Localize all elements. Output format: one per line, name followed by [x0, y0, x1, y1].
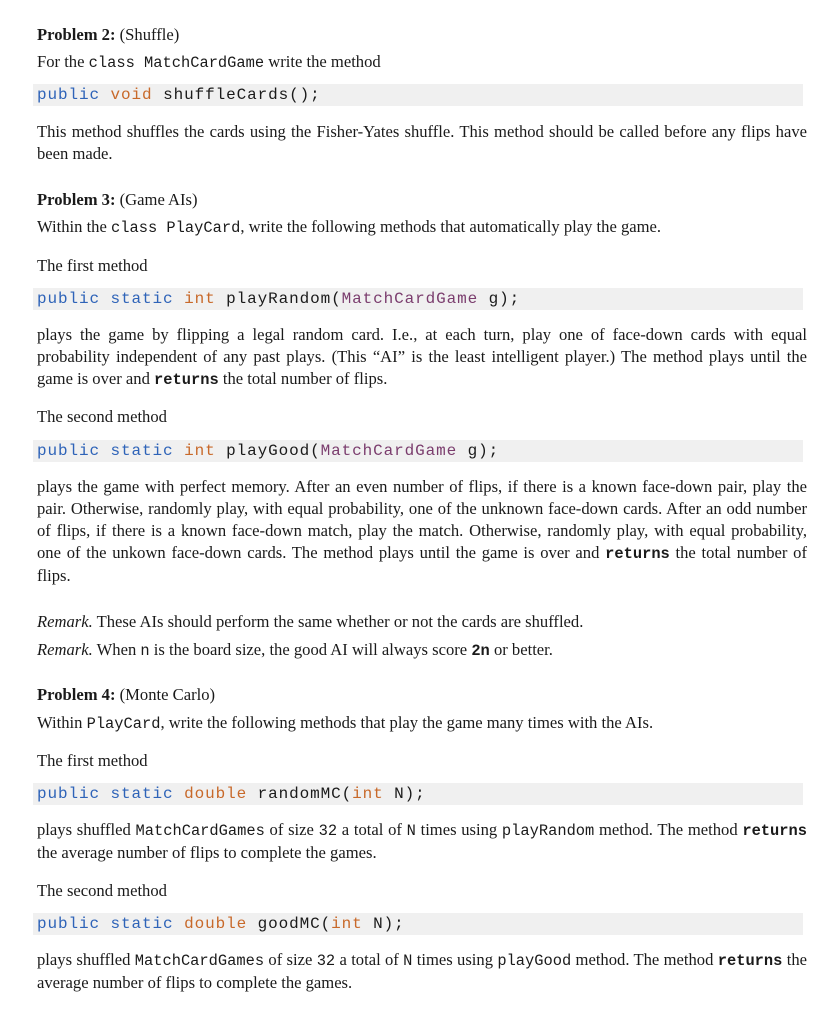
text: Within: [37, 713, 87, 732]
text: plays shuffled: [37, 950, 135, 969]
inline-code: n: [140, 642, 150, 660]
problem-3-intro: [37, 216, 807, 239]
code-keyword: public: [37, 915, 101, 933]
text: of size: [264, 820, 319, 839]
problem-2-description: This method shuffles the cards using the Fisher-Yates shuffle. This method should be called before any flips have been made.: [37, 122, 807, 163]
text: a total of: [335, 950, 404, 969]
text: times using: [415, 820, 502, 839]
code-type: int: [184, 290, 216, 308]
inline-code: PlayCard: [86, 715, 161, 733]
text: the total number of flips.: [218, 369, 388, 388]
code-class-name: MatchCardGame: [320, 442, 458, 460]
inline-code: 32: [318, 822, 338, 840]
inline-code: returns: [154, 371, 219, 389]
code-punct: (: [331, 290, 342, 308]
text: method. The method: [594, 820, 743, 839]
text: the average number of flips to complete the games.: [37, 950, 807, 992]
code-method-name: playGood: [226, 442, 311, 460]
code-punct: N);: [383, 785, 426, 803]
code-type: void: [110, 86, 153, 104]
text: or better.: [489, 640, 553, 659]
text: write the method: [264, 52, 381, 71]
play-random-description: [37, 324, 807, 391]
text: method. The method: [571, 950, 718, 969]
problem-4-heading: [37, 684, 807, 706]
inline-code: MatchCardGames: [134, 952, 265, 970]
code-method-name: randomMC: [257, 785, 342, 803]
inline-code: class PlayCard: [111, 219, 241, 237]
code-punct: (: [310, 442, 321, 460]
code-type: int: [331, 915, 363, 933]
problem-3-heading: [37, 189, 807, 211]
problem-4-intro: [37, 712, 807, 735]
text: the total number of flips.: [37, 543, 808, 585]
code-type: int: [352, 785, 384, 803]
text: These AIs should perform the same whether or not the cards are shuffled.: [92, 612, 584, 631]
code-play-good: [33, 440, 803, 462]
problem-4-title: (Monte Carlo): [119, 685, 216, 704]
problem-3-title: (Game AIs): [119, 190, 198, 209]
code-keyword: public: [37, 290, 101, 308]
code-punct: N);: [362, 915, 405, 933]
code-keyword: static: [110, 785, 174, 803]
problem-2-intro: [37, 51, 807, 74]
inline-code: N: [406, 822, 416, 840]
second-method-label: The second method: [37, 881, 167, 900]
code-type: double: [184, 785, 248, 803]
text: of size: [264, 950, 317, 969]
code-class-name: MatchCardGame: [341, 290, 479, 308]
text: , write the following methods that automatically play the game.: [240, 217, 662, 236]
inline-code: 32: [316, 952, 336, 970]
inline-code: returns: [742, 822, 807, 840]
remark-label: Remark.: [37, 640, 93, 659]
problem-2-heading: [37, 24, 807, 46]
text: the average number of flips to complete the games.: [37, 843, 377, 862]
inline-code: returns: [605, 545, 670, 563]
good-mc-description: [37, 949, 807, 994]
code-play-random: [33, 288, 803, 310]
code-punct: g);: [457, 442, 500, 460]
code-type: double: [184, 915, 248, 933]
text: Within the: [37, 217, 111, 236]
code-type: int: [184, 442, 216, 460]
code-punct: (: [341, 785, 353, 803]
problem-2-label: Problem 2:: [37, 25, 116, 44]
first-method-label: The first method: [37, 751, 148, 770]
code-keyword: public: [37, 785, 101, 803]
text: When: [92, 640, 141, 659]
inline-code: returns: [717, 952, 783, 970]
random-mc-description: [37, 819, 807, 864]
problem-3-label: Problem 3:: [37, 190, 116, 209]
code-keyword: static: [110, 442, 174, 460]
text: a total of: [337, 820, 407, 839]
inline-code: playGood: [497, 952, 572, 970]
second-method-label: The second method: [37, 407, 167, 426]
remark-2: [37, 639, 807, 662]
inline-code: N: [403, 952, 413, 970]
text: plays shuffled: [37, 820, 136, 839]
text: times using: [412, 950, 498, 969]
code-method-name: playRandom: [226, 290, 332, 308]
remark-1: [37, 611, 807, 633]
text: plays the game by flipping a legal random card. I.e., at each turn, play one of face-down cards with equal probability independent of any past plays. (This “AI” is the least intelligent player.) The method plays until the game is over and: [37, 325, 807, 388]
code-method-name: goodMC: [257, 915, 321, 933]
code-keyword: public: [37, 86, 101, 104]
code-method-name: shuffleCards: [163, 86, 290, 104]
code-punct: g);: [478, 290, 521, 308]
inline-code: class MatchCardGame: [88, 54, 265, 72]
inline-code: 2n: [471, 642, 490, 660]
code-keyword: static: [110, 290, 174, 308]
inline-code: playRandom: [501, 822, 595, 840]
code-keyword: public: [37, 442, 101, 460]
play-good-description: [37, 476, 807, 587]
code-punct: ();: [289, 86, 321, 104]
problem-4-label: Problem 4:: [37, 685, 116, 704]
code-shuffle-cards: [33, 84, 803, 106]
problem-2-title: (Shuffle): [119, 25, 180, 44]
text: plays the game with perfect memory. After an even number of flips, if there is a known face-down pair, play the pair. Otherwise, randomly play, with equal probability, one of the unknown face-down cards. After an odd number of flips, if there is a known face-down match, play the match. Otherwise, randomly play, with equal probability, one of the unkown face-down cards. The method plays until the game is over and: [37, 477, 807, 562]
remark-label: Remark.: [37, 612, 93, 631]
code-random-mc: [33, 783, 803, 805]
code-keyword: static: [110, 915, 174, 933]
text: For the: [37, 52, 89, 71]
code-punct: (: [320, 915, 332, 933]
text: is the board size, the good AI will always score: [149, 640, 472, 659]
inline-code: MatchCardGames: [135, 822, 265, 840]
code-good-mc: [33, 913, 803, 935]
first-method-label: The first method: [37, 256, 148, 275]
text: , write the following methods that play the game many times with the AIs.: [160, 713, 654, 732]
